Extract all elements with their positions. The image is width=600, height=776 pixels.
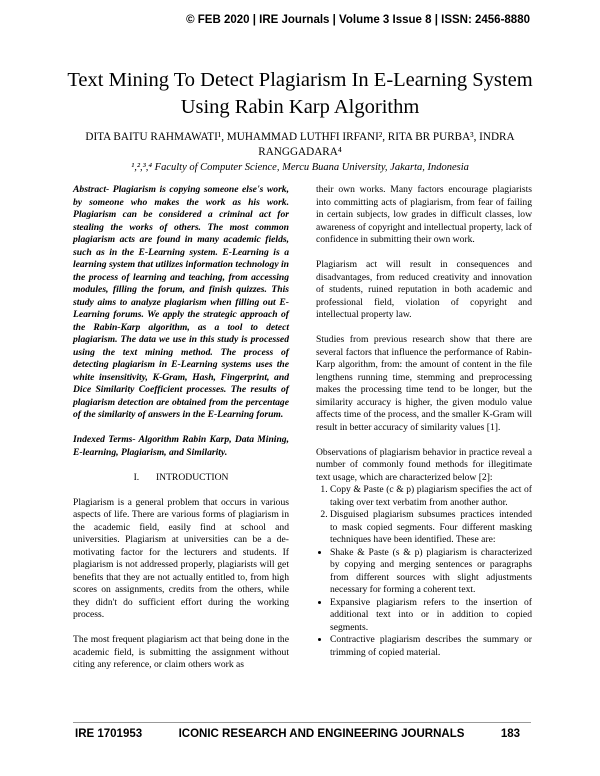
right-column [316, 184, 532, 659]
bullet-item: • Shake & Paste (s & p) plagiarism is characterized by copying and merging sentences or paragraphs from different sources with slight adjustments necessary for forming a coherent text. [330, 547, 532, 597]
affiliation: ¹,²,³,⁴ Faculty of Computer Science, Mercu Buana University, Jakarta, Indonesia [131, 162, 469, 173]
paper-title [40, 67, 560, 121]
left-column [73, 184, 289, 684]
page-number: 183 [500, 728, 520, 740]
bullet-item: • Contractive plagiarism describes the summary or trimming of copied material. [330, 634, 532, 659]
plagiarism-methods-list [316, 484, 532, 547]
masking-techniques-list [316, 547, 532, 660]
index-terms: Indexed Terms- Algorithm Rabin Karp, Data Mining, E-learning, Plagiarism, and Similarity. [73, 434, 289, 458]
title-line-1: Text Mining To Detect Plagiarism In E-Learning System [67, 69, 533, 91]
footer-divider [73, 722, 531, 723]
author-list: DITA BAITU RAHMAWATI¹, MUHAMMAD LUTHFI IRFANI², RITA BR PURBA³, INDRA RANGGADARA⁴ [85, 131, 515, 158]
intro-paragraph-2: The most frequent plagiarism act that being done in the academic field, is submitting the assignment without citing any reference, or claim others work as [73, 634, 289, 670]
list-item: 2. Disguised plagiarism subsumes practices intended to mask copied segments. Four different masking techniques have been identified. These are: [330, 509, 532, 547]
page-footer [75, 728, 520, 740]
footer-journal-name: ICONIC RESEARCH AND ENGINEERING JOURNALS [178, 728, 465, 740]
list-item: 1. Copy & Paste (c & p) plagiarism specifies the act of taking over text verbatim from another author. [330, 484, 532, 509]
footer-article-id: IRE 1701953 [75, 728, 143, 740]
section-heading [73, 472, 289, 485]
journal-header: © FEB 2020 | IRE Journals | Volume 3 Issue 8 | ISSN: 2456-8880 [186, 14, 530, 26]
title-line-2: Using Rabin Karp Algorithm [180, 96, 420, 118]
body-paragraph-2: Plagiarism act will result in consequences and disadvantages, from reduced creativity and innovation of students, ruined reputation in both academic and professional field, violation of copyright and intellectual property law. [316, 259, 532, 320]
section-number: I. [133, 471, 140, 483]
body-paragraph-3: Studies from previous research show that there are several factors that influence the performance of Rabin-Karp algorithm, from: the amount of content in the file lengthens running time, stemming and preprocessing makes the processing time tend to be longer, but the similarity accuracy is higher, the given modulo value affects time of the process, and the smaller K-Gram will result in better accuracy of similarity values [1]. [316, 334, 532, 433]
section-title: INTRODUCTION [155, 471, 229, 483]
abstract: Abstract- Plagiarism is copying someone else's work, by someone who makes the work as his work. Plagiarism can be considered a criminal act for stealing the works of others. The most common plagiarism acts are found in many academic fields, such as in the E-Learning system. E-Learning is a learning system that utilizes information technology in the process of learning and teaching, from accessing modules, filling the forum, and finish quizzes. This study aims to analyze plagiarism when filling out E-Learning forums. We apply the strategic approach of the Rabin-Karp algorithm, as a tool to detect plagiarism. The data we use in this study is processed using the text mining method. The process of detecting plagiarism in E-Learning systems uses the white insensitivity, K-Gram, Hash, Fingerprint, and Dice Similarity Coefficient processes. The results of plagiarism detection are obtained from the percentage of the similarity of answers in the E-Learning forum. [73, 184, 289, 420]
body-paragraph-1: their own works. Many factors encourage plagiarists into committing acts of plagiarism, from fear of failing in certain subjects, low grades in difficult classes, low awareness of copyright and intellectual property, lack of confidence in submitting their own work. [316, 184, 532, 245]
body-paragraph-4: Observations of plagiarism behavior in practice reveal a number of commonly found methods for illegitimate text usage, which are characterized below [2]: [316, 446, 532, 483]
bullet-item: • Expansive plagiarism refers to the insertion of additional text into or in addition to copied segments. [330, 597, 532, 635]
intro-paragraph-1: Plagiarism is a general problem that occurs in various aspects of life. There are various forms of plagiarism in the academic field, easily find at school and universities. Plagiarism at universities can be a de-motivating factor for the lecturers and students. If plagiarism is not addressed properly, plagiarists will get benefits that they are not actually entitled to, from high scores on assignments, credits from the others, while they didn't do sufficient effort during the working process. [73, 496, 289, 620]
